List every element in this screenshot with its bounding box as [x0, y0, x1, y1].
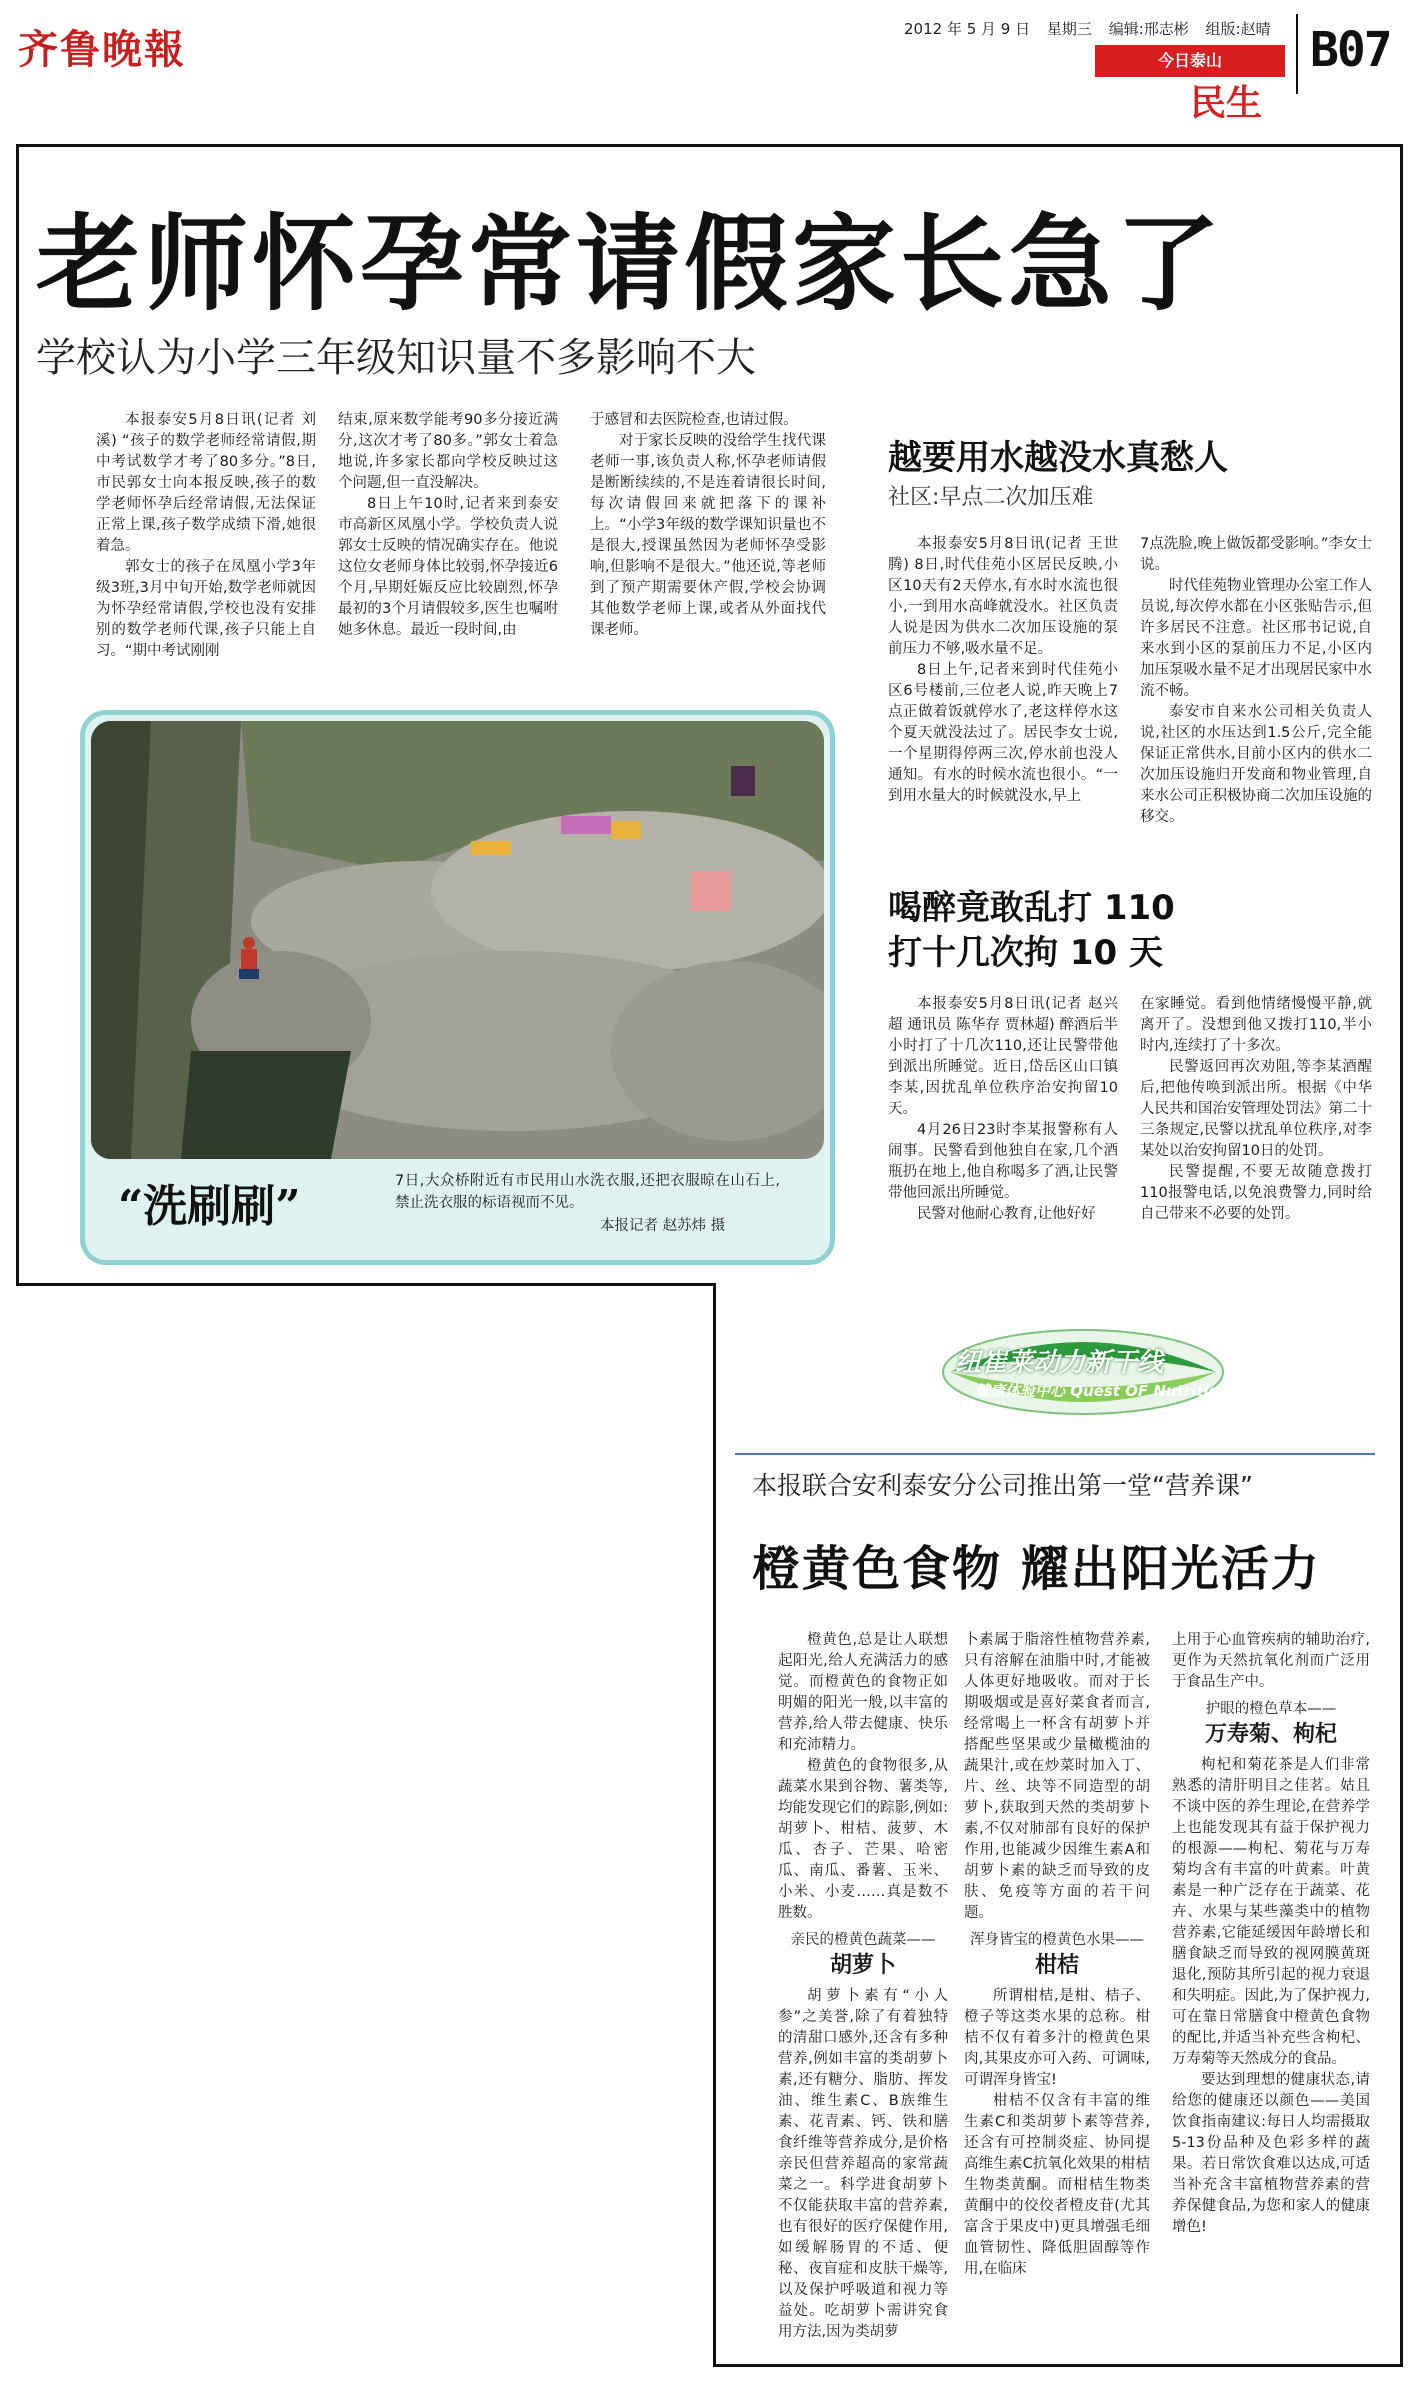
- drunk-headline-line2: 打十几次拘 10 天: [888, 933, 1163, 973]
- section-title-carrot: 胡萝卜: [829, 1953, 896, 1978]
- masthead-logo: 齐鲁晚報: [18, 26, 186, 73]
- paragraph: 民警提醒,不要无故随意拨打110报警电话,以免浪费警力,同时给自己带来不必要的处罚。: [1140, 1164, 1372, 1222]
- water-headline: 越要用水越没水真愁人: [888, 438, 1228, 478]
- frame-right-rule: [1400, 144, 1403, 2366]
- promo-headline: 橙黄色食物 耀出阳光活力: [752, 1541, 1321, 1597]
- paragraph: 橙黄色,总是让人联想起阳光,给人充满活力的感觉。而橙黄色的食物正如明媚的阳光一般,以丰富的营养,给人带去健康、快乐和充沛精力。: [778, 1632, 948, 1753]
- section-label-herb: 护眼的橙色草本——: [1205, 1701, 1337, 1717]
- paragraph: 本报泰安5月8日讯(记者 王世腾) 8日,时代佳苑小区居民反映,小区10天有2天停水,有水时水流也很小,一到用水高峰就没水。社区负责人说是因为供水二次加压设施的泵前压力不够,吸水量不足。: [888, 536, 1118, 657]
- main-column-3: [590, 410, 826, 641]
- section-label-carrot: 亲民的橙黄色蔬菜——: [790, 1932, 936, 1948]
- news-photo: [91, 721, 824, 1159]
- section-banner: 今日泰山: [1095, 45, 1285, 77]
- frame-middle-rule: [16, 1283, 716, 1286]
- paragraph: 要达到理想的健康状态,请给您的健康还以颜色——美国饮食指南建议:每日人均需摄取5-13份品种及色彩多样的蔬果。若日常饮食难以达成,可适当补充含丰富植物营养素的营养保健食品,为您和家人的健康增色!: [1172, 2072, 1370, 2235]
- paragraph: 时代佳苑物业管理办公室工作人员说,每次停水都在小区张贴告示,但许多居民不注意。社区邢书记说,自来水到小区的泵前压力不足,小区内加压泵吸水量不足才出现居民家中水流不畅。: [1140, 578, 1372, 699]
- drunk-headline-line1: 喝醉竟敢乱打 110: [888, 888, 1175, 928]
- frame-top-rule: [16, 144, 1402, 147]
- paragraph: 上用于心血管疾病的辅助治疗,更作为天然抗氧化剂而广泛用于食品生产中。: [1172, 1632, 1370, 1690]
- paragraph: 郭女士的孩子在凤凰小学3年级3班,3月中旬开始,数学老师就因为怀孕经常请假,学校也没有安排别的数学老师代课,孩子只能上自习。“期中考试刚刚: [96, 559, 316, 659]
- paragraph: 橙黄色的食物很多,从蔬菜水果到谷物、薯类等,均能发现它们的踪影,例如:胡萝卜、柑桔、菠萝、木瓜、杏子、芒果、哈密瓜、南瓜、番薯、玉米、小米、小麦……真是数不胜数。: [778, 1758, 948, 1921]
- paragraph: 8日上午10时,记者来到泰安市高新区凤凰小学。学校负责人说郭女士反映的情况确实存在。他说这位女老师身体比较弱,怀孕接近6个月,早期妊娠反应比较剧烈,怀孕最初的3个月请假较多,医生也嘱咐她多休息。最近一段时间,由: [338, 496, 558, 638]
- paragraph: 于感冒和去医院检查,也请过假。: [590, 412, 798, 428]
- logo-subtitle: 健康体验中心 Quest OF Nutrition: [975, 1382, 1230, 1400]
- photo-credit: 本报记者 赵苏炜 摄: [600, 1218, 726, 1234]
- drunk-column-2: [1140, 994, 1372, 1225]
- promo-divider: [735, 1453, 1375, 1455]
- photo-caption: 7日,大众桥附近有市民用山水洗衣服,还把衣服晾在山石上,禁止洗衣服的标语视而不见。: [395, 1173, 780, 1211]
- section-label-citrus: 浑身皆宝的橙黄色水果——: [970, 1932, 1144, 1948]
- layout-credit: 组版:赵晴: [1205, 20, 1271, 38]
- drunk-column-1: [888, 994, 1118, 1225]
- issue-date: 2012 年 5 月 9 日: [904, 20, 1031, 38]
- paragraph: 所谓柑桔,是柑、桔子、橙子等这类水果的总称。柑桔不仅有着多汁的橙黄色果肉,其果皮亦可入药、可调味,可谓浑身皆宝!: [964, 1988, 1150, 2088]
- paragraph: 民警返回再次劝阻,等李某酒醒后,把他传唤到派出所。根据《中华人民共和国治安管理处罚法》第二十三条规定,民警以扰乱单位秩序,对李某处以治安拘留10日的处罚。: [1140, 1059, 1372, 1159]
- promo-column-1: [778, 1630, 948, 2343]
- section-title-citrus: 柑桔: [1034, 1953, 1079, 1978]
- main-column-2: [338, 410, 558, 641]
- photo-illustration: [91, 721, 824, 1159]
- water-column-2: [1140, 534, 1372, 828]
- page-number-divider: [1296, 14, 1298, 94]
- frame-left-rule: [16, 144, 19, 1284]
- main-column-1: [96, 410, 316, 662]
- paragraph: 8日上午,记者来到时代佳苑小区6号楼前,三位老人说,昨天晚上7点正做着饭就停水了,老这样停水这个夏天就没法过了。居民李女士说,一个星期得停两三次,停水前也没人通知。有水的时候水流也很小。“一到用水量大的时候就没水,早上: [888, 662, 1118, 804]
- water-subheadline: 社区:早点二次加压难: [888, 485, 1094, 510]
- paragraph: 结束,原来数学能考90多分接近满分,这次才考了80多。”郭女士着急地说,许多家长都向学校反映过这个问题,但一直没解决。: [338, 412, 558, 491]
- paragraph: 对于家长反映的没给学生找代课老师一事,该负责人称,怀孕老师请假是断断续续的,不是连着请很长时间,每次请假回来就把落下的课补上。“小学3年级的数学课知识量也不是很大,授课虽然因为老师怀孕受影响,但影响不是很大。”他还说,等老师到了预产期需要休产假,学校会协调其他数学老师上课,或者从外面找代课老师。: [590, 433, 826, 638]
- issue-meta: [904, 18, 1283, 39]
- issue-weekday: 星期三: [1046, 20, 1092, 38]
- frame-middle-vertical-rule: [713, 1283, 716, 2366]
- paragraph: 卜素属于脂溶性植物营养素,只有溶解在油脂中时,才能被人体更好地吸收。而对于长期吸烟或是喜好菜食者而言,经常喝上一杯含有胡萝卜并搭配些坚果或少量橄榄油的蔬果汁,或在炒菜时加入丁、片、丝、块等不同造型的胡萝卜,获取到天然的类胡萝卜素,不仅对肺部有良好的保护作用,也能减少因维生素A和胡萝卜素的缺乏而导致的皮肤、免疫等方面的若干问题。: [964, 1632, 1150, 1921]
- section-title-herb: 万寿菊、枸杞: [1204, 1722, 1337, 1747]
- promo-column-3: [1172, 1630, 1370, 2238]
- paragraph: 本报泰安5月8日讯(记者 刘溪) “孩子的数学老师经常请假,期中考试数学才考了80多分。”8日,市民郭女士向本报反映,孩子的数学老师怀孕后经常请假,无法保证正常上课,孩子数学成绩下滑,她很着急。: [96, 412, 316, 554]
- frame-bottom-rule: [713, 2364, 1403, 2367]
- promo-column-2: [964, 1630, 1150, 2280]
- water-column-1: [888, 534, 1118, 807]
- page-number: B07: [1310, 22, 1391, 78]
- promo-teaser: 本报联合安利泰安分公司推出第一堂“营养课”: [752, 1471, 1253, 1500]
- paragraph: 4月26日23时李某报警称有人闹事。民警看到他独自在家,几个酒瓶扔在地上,他自称喝多了酒,让民警带他回派出所睡觉。: [888, 1122, 1118, 1201]
- main-headline: 老师怀孕常请假家长急了: [36, 203, 1225, 325]
- main-subheadline: 学校认为小学三年级知识量不多影响不大: [36, 335, 756, 381]
- paragraph: 7点洗脸,晚上做饭都受影响。”李女士说。: [1140, 536, 1372, 573]
- logo-title: 纽崔莱动力新干线: [955, 1348, 1164, 1378]
- paragraph: 柑桔不仅含有丰富的维生素C和类胡萝卜素等营养,还含有可控制炎症、协同提高维生素C抗氧化效果的柑桔生物类黄酮。而柑桔生物类黄酮中的佼佼者橙皮苷(尤其富含于果皮中)更具增强毛细血管韧性、降低胆固醇等作用,在临床: [964, 2093, 1150, 2277]
- paragraph: 民警对他耐心教育,让他好好: [917, 1206, 1096, 1222]
- photo-title: “洗刷刷”: [118, 1181, 301, 1232]
- paragraph: 本报泰安5月8日讯(记者 赵兴超 通讯员 陈华存 贾林超) 醉酒后半小时打了十几次110,还让民警带他到派出所睡觉。近日,岱岳区山口镇李某,因扰乱单位秩序治安拘留10天。: [888, 996, 1118, 1117]
- paragraph: 枸杞和菊花茶是人们非常熟悉的清肝明目之佳茗。姑且不谈中医的养生理论,在营养学上也能发现其有益于保护视力的根源——枸杞、菊花与万寿菊均含有丰富的叶黄素。叶黄素是一种广泛存在于蔬菜、花卉、水果与某些藻类中的植物营养素,它能延缓因年龄增长和膳食缺乏而导致的视网膜黄斑退化,预防其所引起的视力衰退和失明症。因此,为了保护视力,可在靠日常膳食中橙黄色食物的配比,并适当补充些含枸杞、万寿菊等天然成分的食品。: [1172, 1757, 1370, 2067]
- section-name: 民生: [1190, 83, 1263, 124]
- paragraph: 在家睡觉。看到他情绪慢慢平静,就离开了。没想到他又拨打110,半小时内,连续打了十多次。: [1140, 996, 1372, 1054]
- paragraph: 泰安市自来水公司相关负责人说,社区的水压达到1.5公斤,完全能保证正常供水,目前小区内的供水二次加压设施归开发商和物业管理,自来水公司正积极协商二次加压设施的移交。: [1140, 704, 1372, 825]
- editor-credit: 编辑:邢志彬: [1108, 20, 1189, 38]
- paragraph: 胡萝卜素有“小人参”之美誉,除了有着独特的清甜口感外,还含有多种营养,例如丰富的类胡萝卜素,还有糖分、脂肪、挥发油、维生素C、B族维生素、花青素、钙、铁和膳食纤维等营养成分,是价格亲民但营养超高的家常蔬菜之一。科学进食胡萝卜不仅能获取丰富的营养素,也有很好的医疗保健作用,如缓解肠胃的不适、便秘、夜盲症和皮肤干燥等,以及保护呼吸道和视力等益处。吃胡萝卜需讲究食用方法,因为类胡萝: [778, 1988, 948, 2340]
